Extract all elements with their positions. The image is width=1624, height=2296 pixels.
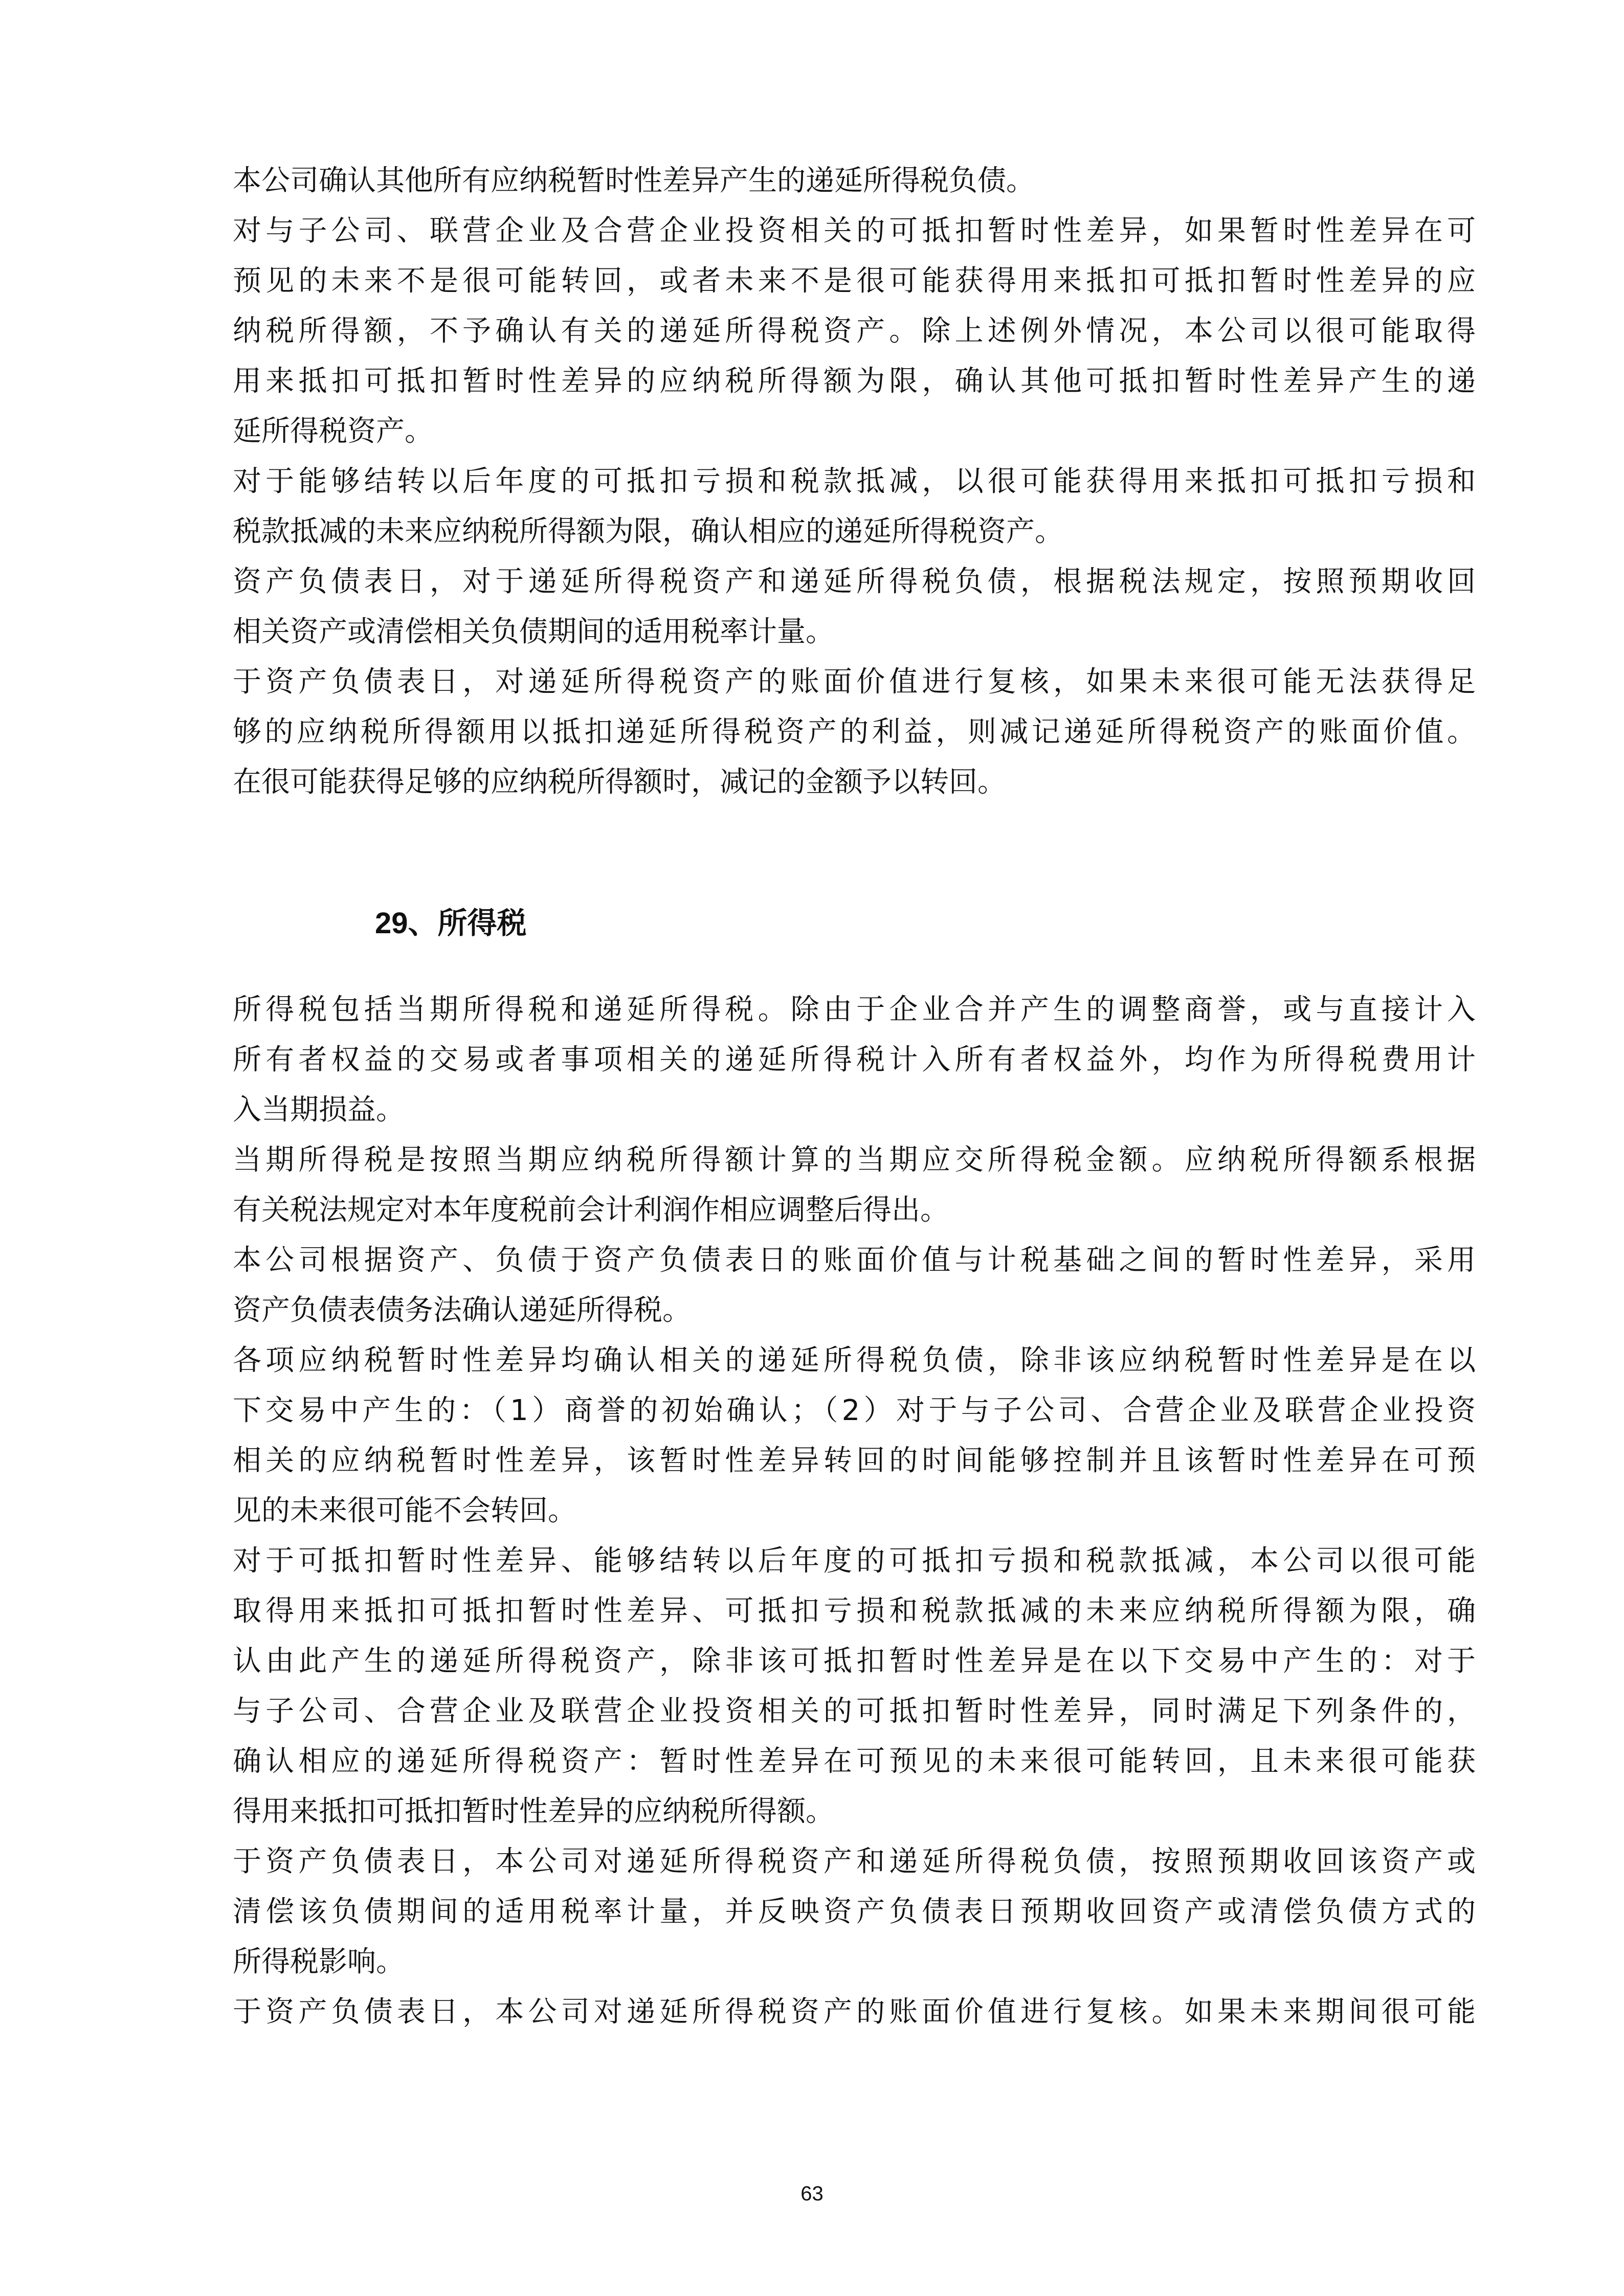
paragraph-line: 纳税所得额，不予确认有关的递延所得税资产。除上述例外情况，本公司以很可能取得 bbox=[233, 314, 1476, 348]
section-heading-text: 、所得税 bbox=[408, 907, 527, 940]
paragraph-line: 对与子公司、联营企业及合营企业投资相关的可抵扣暂时性差异，如果暂时性差异在可 bbox=[233, 214, 1476, 247]
paragraph-line: 够的应纳税所得额用以抵扣递延所得税资产的利益，则减记递延所得税资产的账面价值。 bbox=[233, 715, 1476, 749]
paragraph-line: 于资产负债表日，本公司对递延所得税资产的账面价值进行复核。如果未来期间很可能 bbox=[233, 1995, 1476, 2029]
paragraph-line: 清偿该负债期间的适用税率计量，并反映资产负债表日预期收回资产或清偿负债方式的 bbox=[233, 1895, 1476, 1928]
paragraph-line: 预见的未来不是很可能转回，或者未来不是很可能获得用来抵扣可抵扣暂时性差异的应 bbox=[233, 264, 1476, 298]
paragraph-line: 得用来抵扣可抵扣暂时性差异的应纳税所得额。 bbox=[233, 1795, 834, 1828]
paragraph-line: 用来抵扣可抵扣暂时性差异的应纳税所得额为限，确认其他可抵扣暂时性差异产生的递 bbox=[233, 365, 1476, 398]
paragraph-line: 当期所得税是按照当期应纳税所得额计算的当期应交所得税金额。应纳税所得额系根据 bbox=[233, 1143, 1476, 1177]
page-number: 63 bbox=[800, 2182, 824, 2205]
paragraph-line: 所有者权益的交易或者事项相关的递延所得税计入所有者权益外，均作为所得税费用计 bbox=[233, 1043, 1476, 1076]
paragraph-line: 于资产负债表日，对递延所得税资产的账面价值进行复核，如果未来很可能无法获得足 bbox=[233, 665, 1476, 699]
paragraph-line: 下交易中产生的：（1）商誉的初始确认；（2）对于与子公司、合营企业及联营企业投资 bbox=[233, 1394, 1476, 1427]
paragraph-line: 在很可能获得足够的应纳税所得额时，减记的金额予以转回。 bbox=[233, 766, 1006, 799]
paragraph-line: 对于能够结转以后年度的可抵扣亏损和税款抵减，以很可能获得用来抵扣可抵扣亏损和 bbox=[233, 465, 1476, 498]
paragraph-line: 资产负债表债务法确认递延所得税。 bbox=[233, 1294, 691, 1327]
paragraph-line: 认由此产生的递延所得税资产，除非该可抵扣暂时性差异是在以下交易中产生的：对于 bbox=[233, 1645, 1476, 1678]
paragraph-line: 各项应纳税暂时性差异均确认相关的递延所得税负债，除非该应纳税暂时性差异是在以 bbox=[233, 1344, 1476, 1377]
paragraph-line: 与子公司、合营企业及联营企业投资相关的可抵扣暂时性差异，同时满足下列条件的， bbox=[233, 1695, 1476, 1728]
paragraph-line: 所得税包括当期所得税和递延所得税。除由于企业合并产生的调整商誉，或与直接计入 bbox=[233, 993, 1476, 1026]
paragraph-line: 相关的应纳税暂时性差异，该暂时性差异转回的时间能够控制并且该暂时性差异在可预 bbox=[233, 1444, 1476, 1477]
paragraph-line: 入当期损益。 bbox=[233, 1093, 405, 1127]
paragraph-line: 于资产负债表日，本公司对递延所得税资产和递延所得税负债，按照预期收回该资产或 bbox=[233, 1845, 1476, 1878]
paragraph-line: 对于可抵扣暂时性差异、能够结转以后年度的可抵扣亏损和税款抵减，本公司以很可能 bbox=[233, 1544, 1476, 1578]
paragraph-line: 相关资产或清偿相关负债期间的适用税率计量。 bbox=[233, 615, 834, 648]
paragraph-line: 税款抵减的未来应纳税所得额为限，确认相应的递延所得税资产。 bbox=[233, 515, 1063, 548]
paragraph-line: 确认相应的递延所得税资产：暂时性差异在可预见的未来很可能转回，且未来很可能获 bbox=[233, 1745, 1476, 1778]
section-heading bbox=[375, 903, 527, 944]
paragraph-line: 所得税影响。 bbox=[233, 1945, 405, 1978]
paragraph-line: 见的未来很可能不会转回。 bbox=[233, 1494, 576, 1527]
paragraph-line: 本公司确认其他所有应纳税暂时性差异产生的递延所得税负债。 bbox=[233, 164, 1035, 197]
paragraph-line: 有关税法规定对本年度税前会计利润作相应调整后得出。 bbox=[233, 1194, 949, 1227]
section-heading-number: 29 bbox=[375, 907, 408, 940]
paragraph-line: 本公司根据资产、负债于资产负债表日的账面价值与计税基础之间的暂时性差异，采用 bbox=[233, 1244, 1476, 1277]
paragraph-line: 资产负债表日，对于递延所得税资产和递延所得税负债，根据税法规定，按照预期收回 bbox=[233, 565, 1476, 598]
paragraph-line: 延所得税资产。 bbox=[233, 415, 433, 448]
paragraph-line: 取得用来抵扣可抵扣暂时性差异、可抵扣亏损和税款抵减的未来应纳税所得额为限，确 bbox=[233, 1594, 1476, 1628]
